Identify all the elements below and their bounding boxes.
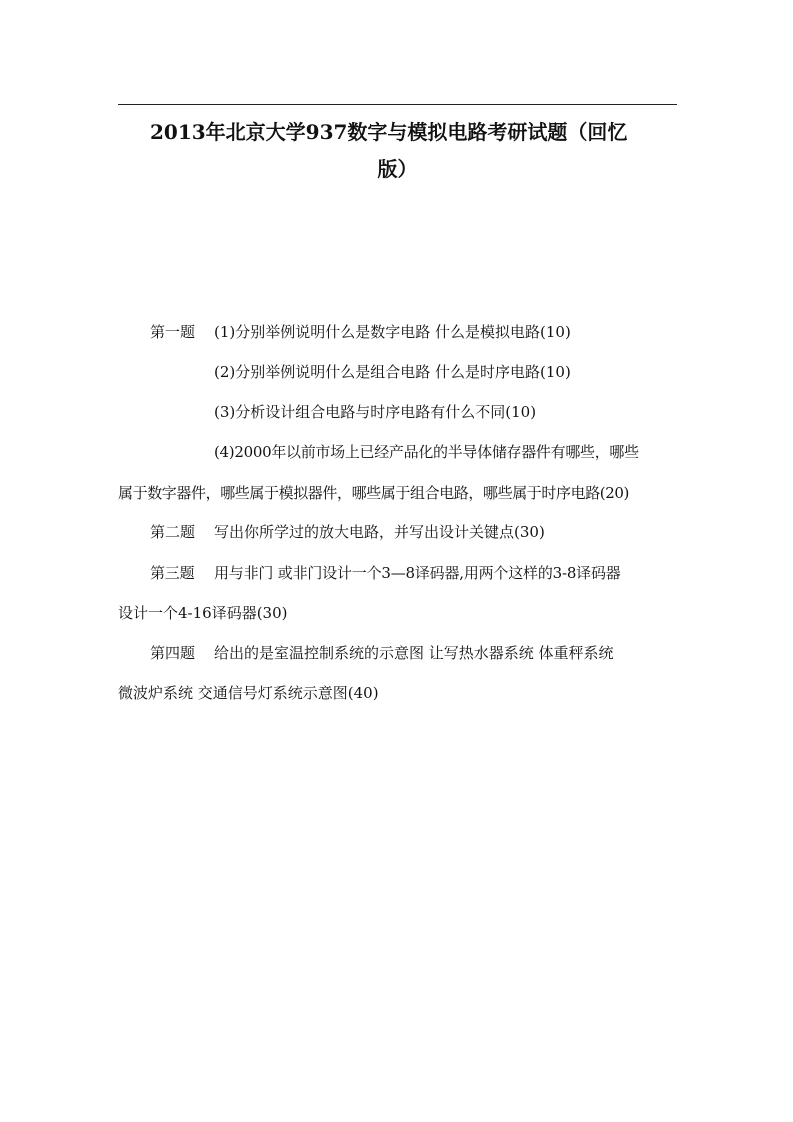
question-4-text: 给出的是室温控制系统的示意图 让写热水器系统 体重秤系统 <box>214 644 614 662</box>
question-3-row <box>150 561 621 585</box>
header-rule <box>118 104 677 105</box>
question-3-label: 第三题 <box>150 564 195 582</box>
question-1-item-4-continuation: 属于数字器件，哪些属于模拟器件，哪些属于组合电路，哪些属于时序电路(20) <box>118 484 629 502</box>
question-1-item-4: (4)2000年以前市场上已经产品化的半导体储存器件有哪些，哪些 <box>214 443 639 461</box>
question-4-label: 第四题 <box>150 644 196 662</box>
question-1-item-1-row <box>150 320 571 344</box>
question-3-continuation: 设计一个4-16译码器(30) <box>118 604 288 622</box>
question-1-item-2: (2)分别举例说明什么是组合电路 什么是时序电路(10) <box>214 363 571 381</box>
question-1-item-1: (1)分别举例说明什么是数字电路 什么是模拟电路(10) <box>214 323 571 341</box>
question-3-text: 用与非门 或非门设计一个3—8译码器,用两个这样的3-8译码器 <box>214 564 621 582</box>
question-4-continuation: 微波炉系统 交通信号灯系统示意图(40) <box>118 684 379 702</box>
document-title: 2013年北京大学937数字与模拟电路考研试题（回忆 <box>150 120 628 144</box>
question-1-item-3: (3)分析设计组合电路与时序电路有什么不同(10) <box>214 403 537 421</box>
question-2-row <box>150 520 545 544</box>
question-4-row <box>150 641 614 665</box>
question-2-label: 第二题 <box>150 523 196 541</box>
question-1-label: 第一题 <box>150 323 196 341</box>
document-title-continuation: 版） <box>377 157 418 181</box>
question-2-text: 写出你所学过的放大电路，并写出设计关键点(30) <box>214 523 545 541</box>
